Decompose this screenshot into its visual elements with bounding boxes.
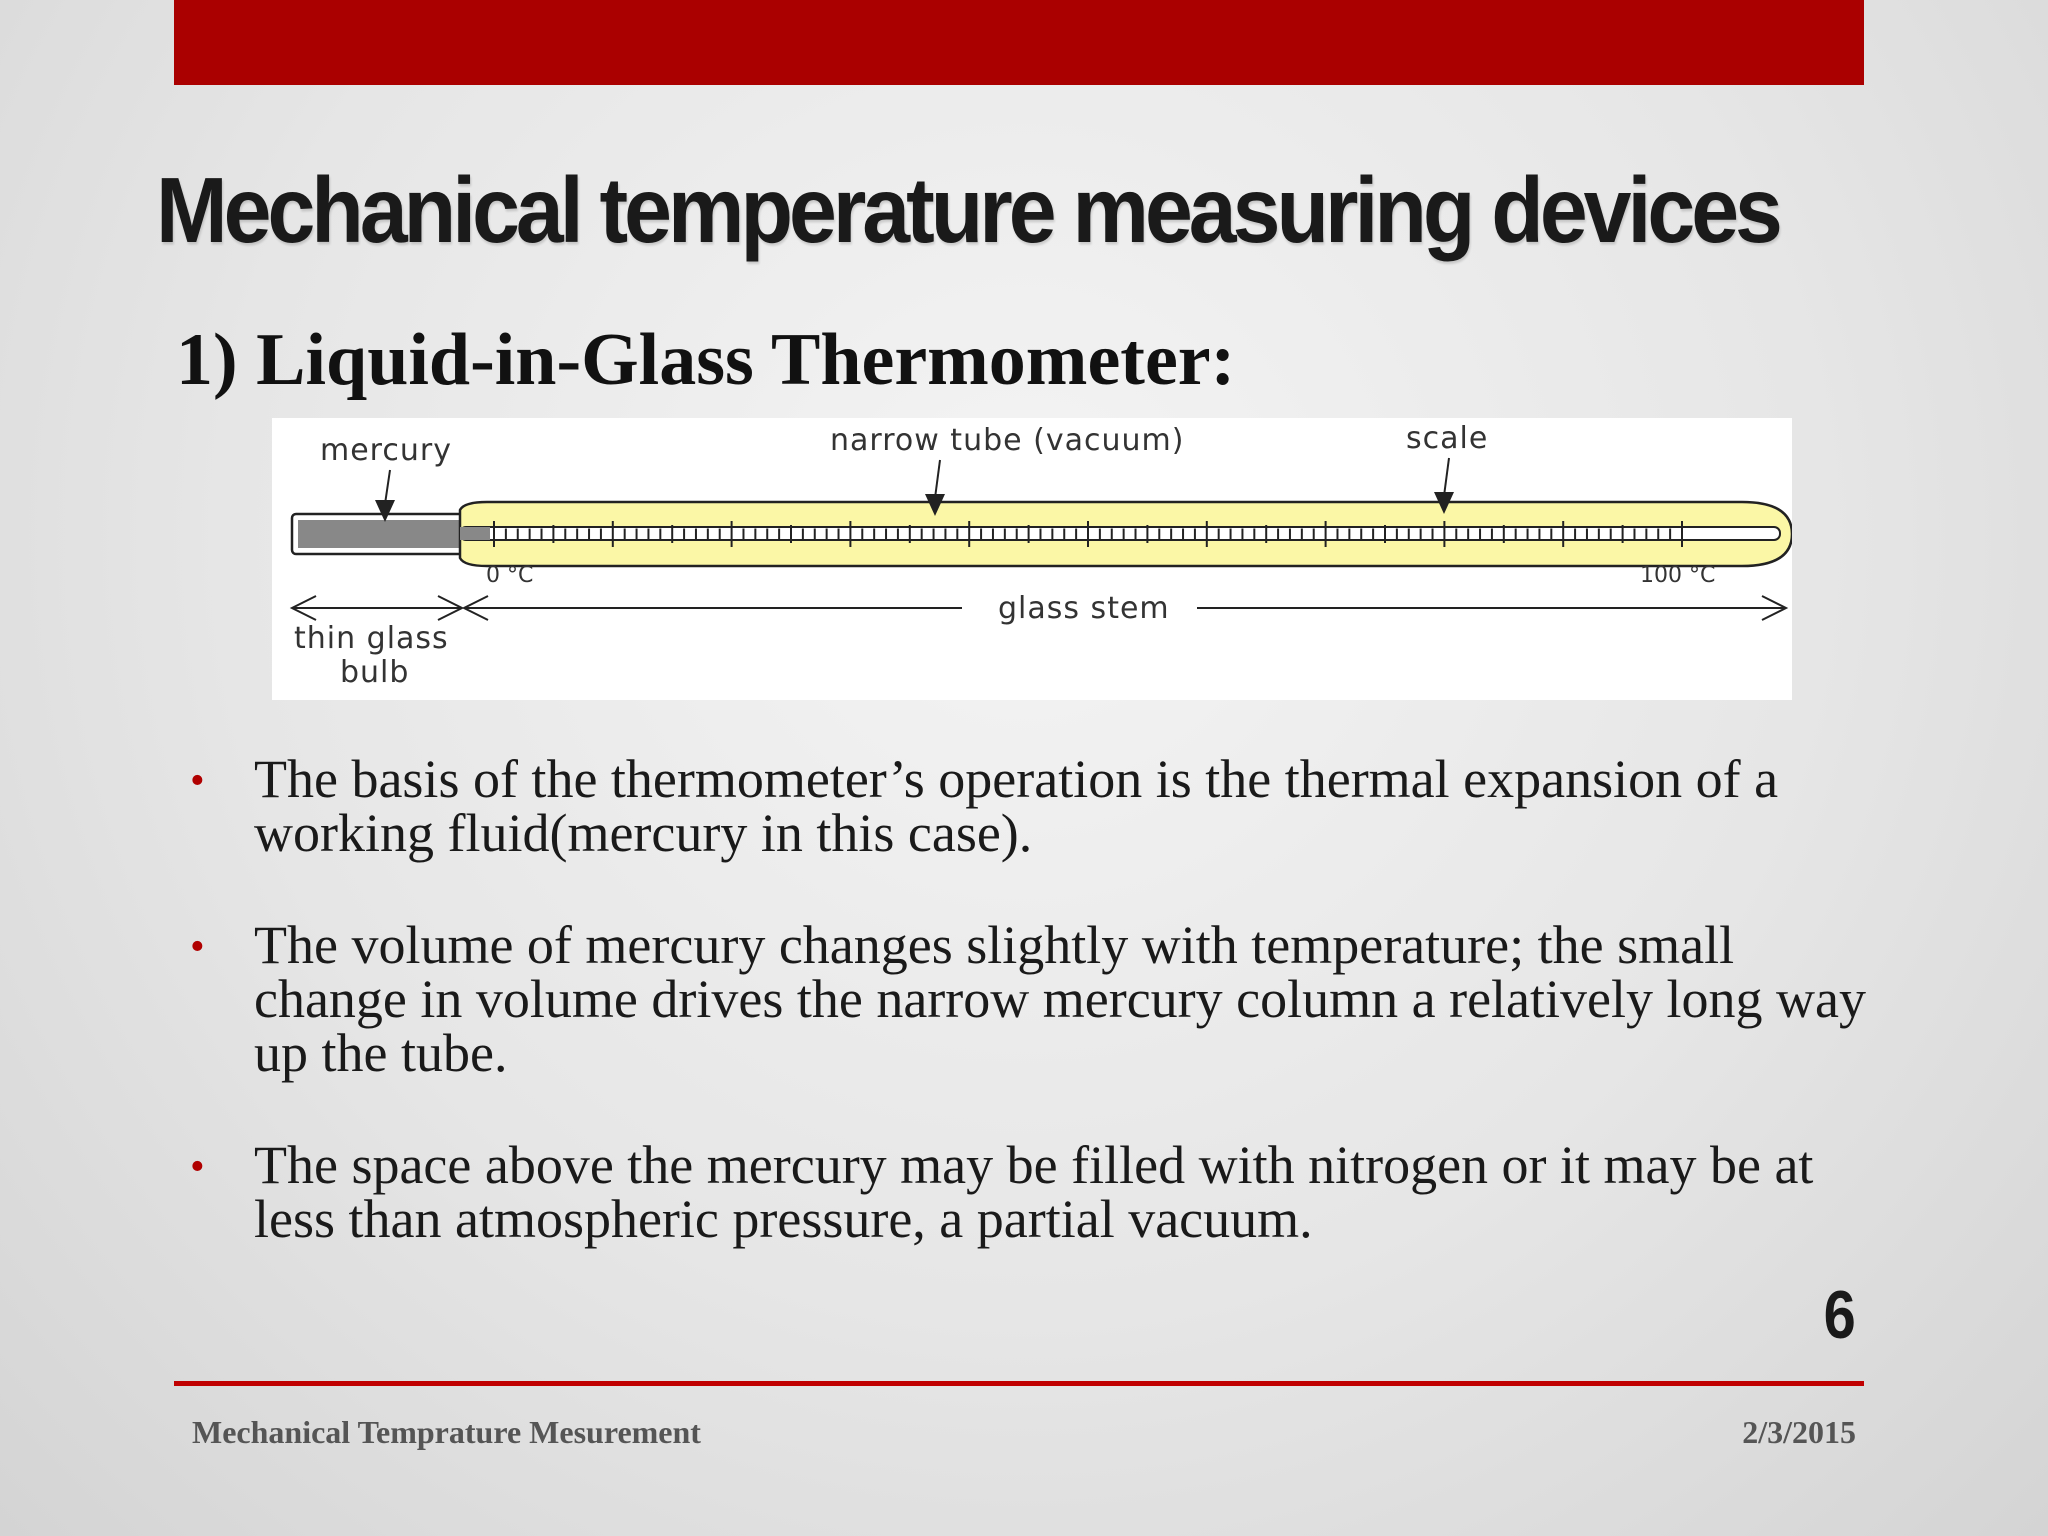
slide-subtitle: 1) Liquid-in-Glass Thermometer: (176, 319, 1236, 401)
bullet-item (190, 749, 1870, 863)
mercury-reservoir (298, 520, 466, 548)
label-thin-glass: thin glass (294, 621, 449, 656)
bullet-list (190, 749, 1870, 1304)
label-glass-stem: glass stem (998, 591, 1170, 626)
label-scale: scale (1406, 421, 1489, 456)
top-accent-bar (174, 0, 1864, 85)
bullet-marker: • (190, 1144, 205, 1190)
page-number: 6 (1823, 1277, 1856, 1353)
footer-date: 2/3/2015 (1742, 1414, 1856, 1450)
slide-title: Mechanical temperature measuring devices (156, 159, 1779, 263)
arrow-tube-line (935, 460, 940, 498)
bullet-item (190, 1135, 1870, 1249)
bullet-marker: • (190, 758, 205, 804)
bullet-text: The volume of mercury changes slightly with temperature; the small change in volume drives the narrow mercury column a relatively long way up the tube. (254, 915, 1866, 1083)
label-hundred-celsius: 100 °C (1640, 563, 1716, 588)
mercury-column (460, 527, 490, 540)
capillary-bore (460, 527, 1780, 540)
bullet-item (190, 915, 1870, 1083)
arrow-mercury-line (385, 470, 390, 504)
footer-title: Mechanical Temprature Mesurement (192, 1414, 701, 1450)
label-bulb: bulb (340, 655, 410, 690)
bullet-text: The basis of the thermometer’s operation is the thermal expansion of a working fluid(mercury in this case). (254, 749, 1779, 863)
arrow-scale-line (1444, 458, 1449, 496)
footer-divider (174, 1381, 1864, 1386)
label-mercury: mercury (320, 433, 452, 468)
thermometer-svg (272, 418, 1792, 700)
label-zero-celsius: 0 °C (486, 563, 534, 588)
label-narrow-tube: narrow tube (vacuum) (830, 423, 1185, 458)
bullet-text: The space above the mercury may be filled with nitrogen or it may be at less than atmospheric pressure, a partial vacuum. (254, 1135, 1814, 1249)
bullet-marker: • (190, 924, 205, 970)
thermometer-diagram (272, 418, 1792, 700)
